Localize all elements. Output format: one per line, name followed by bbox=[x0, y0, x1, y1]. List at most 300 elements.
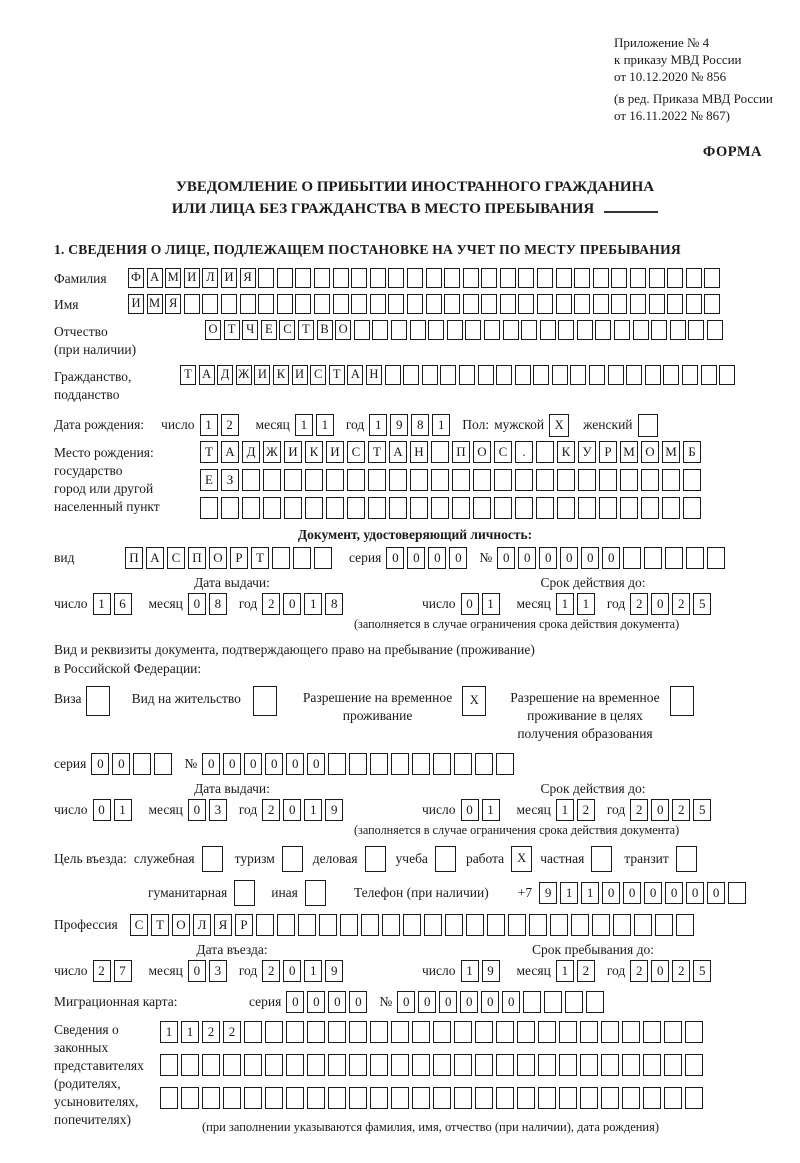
char-box[interactable] bbox=[244, 1021, 262, 1043]
char-box[interactable] bbox=[508, 914, 526, 936]
char-box[interactable] bbox=[391, 1021, 409, 1043]
char-box[interactable] bbox=[683, 497, 701, 519]
char-box[interactable] bbox=[314, 268, 330, 288]
char-box[interactable] bbox=[454, 1054, 472, 1076]
char-box[interactable]: И bbox=[184, 268, 200, 288]
char-box[interactable] bbox=[328, 1021, 346, 1043]
char-box[interactable]: 0 bbox=[283, 960, 301, 982]
char-box[interactable]: 1 bbox=[369, 414, 387, 436]
char-box[interactable] bbox=[365, 846, 386, 872]
char-box[interactable] bbox=[388, 294, 404, 314]
permit-valid-year-input[interactable] bbox=[630, 799, 714, 821]
char-box[interactable]: А bbox=[146, 547, 164, 569]
char-box[interactable] bbox=[620, 497, 638, 519]
char-box[interactable] bbox=[622, 1021, 640, 1043]
char-box[interactable] bbox=[494, 497, 512, 519]
char-box[interactable] bbox=[670, 320, 686, 340]
char-box[interactable] bbox=[556, 268, 572, 288]
sex-male-checkbox[interactable] bbox=[549, 414, 569, 437]
char-box[interactable]: 0 bbox=[307, 753, 325, 775]
char-box[interactable] bbox=[305, 880, 326, 906]
char-box[interactable] bbox=[431, 441, 449, 463]
char-box[interactable] bbox=[370, 753, 388, 775]
char-box[interactable] bbox=[515, 469, 533, 491]
char-box[interactable] bbox=[347, 497, 365, 519]
char-box[interactable]: Р bbox=[599, 441, 617, 463]
char-box[interactable] bbox=[682, 365, 698, 385]
char-box[interactable]: Н bbox=[366, 365, 382, 385]
char-box[interactable] bbox=[412, 1054, 430, 1076]
char-box[interactable] bbox=[433, 1087, 451, 1109]
char-box[interactable]: Т bbox=[251, 547, 269, 569]
char-box[interactable] bbox=[433, 753, 451, 775]
char-box[interactable] bbox=[326, 469, 344, 491]
representatives-row2-input[interactable] bbox=[160, 1054, 706, 1076]
char-box[interactable]: 0 bbox=[286, 753, 304, 775]
char-box[interactable] bbox=[305, 469, 323, 491]
char-box[interactable]: 0 bbox=[539, 547, 557, 569]
char-box[interactable] bbox=[599, 497, 617, 519]
char-box[interactable] bbox=[503, 320, 519, 340]
birth-day-input[interactable] bbox=[200, 414, 242, 436]
char-box[interactable] bbox=[160, 1087, 178, 1109]
char-box[interactable]: 8 bbox=[411, 414, 429, 436]
migration-seria-input[interactable] bbox=[286, 991, 370, 1013]
char-box[interactable] bbox=[349, 753, 367, 775]
char-box[interactable] bbox=[552, 365, 568, 385]
char-box[interactable] bbox=[410, 320, 426, 340]
char-box[interactable]: А bbox=[347, 365, 363, 385]
purpose-transit-checkbox[interactable] bbox=[676, 846, 697, 872]
char-box[interactable] bbox=[86, 686, 110, 716]
char-box[interactable]: А bbox=[389, 441, 407, 463]
char-box[interactable]: 2 bbox=[93, 960, 111, 982]
char-box[interactable]: Ж bbox=[236, 365, 252, 385]
char-box[interactable] bbox=[518, 294, 534, 314]
char-box[interactable] bbox=[649, 268, 665, 288]
char-box[interactable] bbox=[496, 1087, 514, 1109]
entry-month-input[interactable] bbox=[188, 960, 230, 982]
permit-issue-month-input[interactable] bbox=[188, 799, 230, 821]
char-box[interactable] bbox=[701, 365, 717, 385]
char-box[interactable] bbox=[559, 1054, 577, 1076]
char-box[interactable] bbox=[370, 1087, 388, 1109]
char-box[interactable] bbox=[473, 469, 491, 491]
char-box[interactable]: Р bbox=[235, 914, 253, 936]
purpose-humanitarian-checkbox[interactable] bbox=[234, 880, 255, 906]
char-box[interactable] bbox=[611, 268, 627, 288]
doc-issue-month-input[interactable] bbox=[188, 593, 230, 615]
char-box[interactable] bbox=[328, 1054, 346, 1076]
temp-residence-edu-checkbox[interactable] bbox=[670, 686, 694, 716]
char-box[interactable]: 9 bbox=[482, 960, 500, 982]
char-box[interactable] bbox=[475, 753, 493, 775]
char-box[interactable]: О bbox=[641, 441, 659, 463]
char-box[interactable] bbox=[428, 320, 444, 340]
char-box[interactable]: Ж bbox=[263, 441, 281, 463]
char-box[interactable] bbox=[481, 294, 497, 314]
char-box[interactable] bbox=[667, 268, 683, 288]
char-box[interactable] bbox=[515, 497, 533, 519]
char-box[interactable]: Н bbox=[410, 441, 428, 463]
char-box[interactable] bbox=[391, 1087, 409, 1109]
char-box[interactable]: С bbox=[279, 320, 295, 340]
char-box[interactable]: Т bbox=[298, 320, 314, 340]
char-box[interactable] bbox=[349, 1054, 367, 1076]
char-box[interactable] bbox=[601, 1087, 619, 1109]
char-box[interactable] bbox=[608, 365, 624, 385]
char-box[interactable] bbox=[593, 268, 609, 288]
char-box[interactable] bbox=[704, 268, 720, 288]
char-box[interactable]: 0 bbox=[686, 882, 704, 904]
char-box[interactable]: X bbox=[549, 414, 569, 437]
char-box[interactable] bbox=[160, 1054, 178, 1076]
char-box[interactable]: Я bbox=[214, 914, 232, 936]
char-box[interactable] bbox=[431, 497, 449, 519]
char-box[interactable]: М bbox=[165, 268, 181, 288]
char-box[interactable] bbox=[263, 469, 281, 491]
char-box[interactable] bbox=[293, 547, 311, 569]
char-box[interactable] bbox=[263, 497, 281, 519]
char-box[interactable]: 0 bbox=[665, 882, 683, 904]
char-box[interactable] bbox=[181, 1087, 199, 1109]
char-box[interactable]: М bbox=[662, 441, 680, 463]
char-box[interactable] bbox=[202, 294, 218, 314]
char-box[interactable]: 1 bbox=[482, 799, 500, 821]
char-box[interactable]: 1 bbox=[93, 593, 111, 615]
char-box[interactable]: 1 bbox=[432, 414, 450, 436]
char-box[interactable]: П bbox=[188, 547, 206, 569]
char-box[interactable]: 1 bbox=[482, 593, 500, 615]
representatives-row1-input[interactable] bbox=[160, 1021, 706, 1043]
char-box[interactable] bbox=[286, 1087, 304, 1109]
char-box[interactable]: 0 bbox=[418, 991, 436, 1013]
char-box[interactable] bbox=[370, 1021, 388, 1043]
char-box[interactable] bbox=[298, 914, 316, 936]
char-box[interactable] bbox=[664, 1054, 682, 1076]
doc-valid-year-input[interactable] bbox=[630, 593, 714, 615]
char-box[interactable] bbox=[200, 497, 218, 519]
char-box[interactable] bbox=[686, 268, 702, 288]
char-box[interactable] bbox=[630, 294, 646, 314]
char-box[interactable]: 1 bbox=[295, 414, 313, 436]
char-box[interactable] bbox=[370, 294, 386, 314]
char-box[interactable]: Д bbox=[242, 441, 260, 463]
char-box[interactable] bbox=[202, 846, 223, 872]
char-box[interactable] bbox=[463, 268, 479, 288]
char-box[interactable] bbox=[719, 365, 735, 385]
char-box[interactable] bbox=[670, 686, 694, 716]
char-box[interactable]: 3 bbox=[209, 960, 227, 982]
char-box[interactable]: X bbox=[511, 846, 532, 872]
char-box[interactable] bbox=[286, 1054, 304, 1076]
char-box[interactable] bbox=[426, 294, 442, 314]
char-box[interactable] bbox=[577, 320, 593, 340]
char-box[interactable] bbox=[664, 1087, 682, 1109]
char-box[interactable] bbox=[558, 320, 574, 340]
char-box[interactable] bbox=[592, 914, 610, 936]
char-box[interactable] bbox=[556, 294, 572, 314]
char-box[interactable]: 0 bbox=[581, 547, 599, 569]
doc-issue-day-input[interactable] bbox=[93, 593, 135, 615]
char-box[interactable] bbox=[361, 914, 379, 936]
char-box[interactable] bbox=[424, 914, 442, 936]
char-box[interactable] bbox=[500, 268, 516, 288]
char-box[interactable]: 0 bbox=[449, 547, 467, 569]
char-box[interactable] bbox=[286, 1021, 304, 1043]
char-box[interactable]: 2 bbox=[262, 799, 280, 821]
char-box[interactable] bbox=[494, 469, 512, 491]
char-box[interactable] bbox=[277, 914, 295, 936]
char-box[interactable]: 1 bbox=[160, 1021, 178, 1043]
char-box[interactable] bbox=[426, 268, 442, 288]
char-box[interactable] bbox=[644, 547, 662, 569]
char-box[interactable] bbox=[234, 880, 255, 906]
char-box[interactable] bbox=[258, 268, 274, 288]
char-box[interactable] bbox=[663, 365, 679, 385]
char-box[interactable] bbox=[622, 1087, 640, 1109]
char-box[interactable] bbox=[354, 320, 370, 340]
char-box[interactable] bbox=[649, 294, 665, 314]
char-box[interactable]: 9 bbox=[325, 960, 343, 982]
birth-year-input[interactable] bbox=[369, 414, 453, 436]
char-box[interactable]: 5 bbox=[693, 960, 711, 982]
char-box[interactable] bbox=[368, 497, 386, 519]
char-box[interactable] bbox=[536, 469, 554, 491]
char-box[interactable]: 1 bbox=[304, 593, 322, 615]
char-box[interactable]: О bbox=[473, 441, 491, 463]
char-box[interactable] bbox=[707, 547, 725, 569]
char-box[interactable] bbox=[645, 365, 661, 385]
char-box[interactable] bbox=[265, 1054, 283, 1076]
char-box[interactable] bbox=[676, 914, 694, 936]
char-box[interactable] bbox=[533, 365, 549, 385]
char-box[interactable] bbox=[685, 1087, 703, 1109]
char-box[interactable] bbox=[242, 469, 260, 491]
char-box[interactable] bbox=[707, 320, 723, 340]
char-box[interactable] bbox=[389, 469, 407, 491]
char-box[interactable] bbox=[500, 294, 516, 314]
char-box[interactable] bbox=[475, 1054, 493, 1076]
entry-day-input[interactable] bbox=[93, 960, 135, 982]
char-box[interactable] bbox=[244, 1087, 262, 1109]
char-box[interactable]: 0 bbox=[283, 593, 301, 615]
char-box[interactable]: Р bbox=[230, 547, 248, 569]
char-box[interactable] bbox=[272, 547, 290, 569]
char-box[interactable]: 2 bbox=[221, 414, 239, 436]
char-box[interactable] bbox=[240, 294, 256, 314]
char-box[interactable] bbox=[686, 294, 702, 314]
char-box[interactable]: 0 bbox=[328, 991, 346, 1013]
char-box[interactable] bbox=[154, 753, 172, 775]
char-box[interactable] bbox=[410, 497, 428, 519]
char-box[interactable]: В bbox=[317, 320, 333, 340]
char-box[interactable]: 0 bbox=[428, 547, 446, 569]
char-box[interactable] bbox=[221, 497, 239, 519]
char-box[interactable]: 0 bbox=[602, 882, 620, 904]
char-box[interactable] bbox=[181, 1054, 199, 1076]
char-box[interactable] bbox=[258, 294, 274, 314]
char-box[interactable] bbox=[574, 294, 590, 314]
char-box[interactable]: 0 bbox=[188, 960, 206, 982]
char-box[interactable]: 0 bbox=[461, 593, 479, 615]
char-box[interactable] bbox=[223, 1054, 241, 1076]
char-box[interactable] bbox=[277, 268, 293, 288]
char-box[interactable]: 0 bbox=[651, 593, 669, 615]
char-box[interactable] bbox=[391, 753, 409, 775]
char-box[interactable] bbox=[454, 1021, 472, 1043]
char-box[interactable]: 2 bbox=[577, 799, 595, 821]
char-box[interactable] bbox=[580, 1021, 598, 1043]
char-box[interactable]: 2 bbox=[672, 799, 690, 821]
char-box[interactable]: 0 bbox=[286, 991, 304, 1013]
char-box[interactable] bbox=[433, 1054, 451, 1076]
char-box[interactable] bbox=[391, 1054, 409, 1076]
char-box[interactable] bbox=[452, 497, 470, 519]
char-box[interactable]: 5 bbox=[693, 593, 711, 615]
char-box[interactable]: И bbox=[254, 365, 270, 385]
purpose-private-checkbox[interactable] bbox=[591, 846, 612, 872]
char-box[interactable] bbox=[521, 320, 537, 340]
char-box[interactable] bbox=[538, 1021, 556, 1043]
char-box[interactable] bbox=[683, 469, 701, 491]
char-box[interactable] bbox=[559, 1021, 577, 1043]
phone-input[interactable] bbox=[539, 882, 749, 904]
permit-valid-day-input[interactable] bbox=[461, 799, 503, 821]
visa-checkbox[interactable] bbox=[86, 686, 110, 716]
char-box[interactable]: 0 bbox=[265, 753, 283, 775]
char-box[interactable]: 1 bbox=[556, 799, 574, 821]
char-box[interactable] bbox=[517, 1021, 535, 1043]
char-box[interactable]: 0 bbox=[460, 991, 478, 1013]
char-box[interactable]: . bbox=[515, 441, 533, 463]
char-box[interactable] bbox=[407, 268, 423, 288]
char-box[interactable] bbox=[630, 268, 646, 288]
permit-issue-day-input[interactable] bbox=[93, 799, 135, 821]
doc-type-input[interactable] bbox=[125, 547, 335, 569]
char-box[interactable]: 0 bbox=[307, 991, 325, 1013]
char-box[interactable] bbox=[351, 268, 367, 288]
char-box[interactable]: 0 bbox=[439, 991, 457, 1013]
birth-place-row3-input[interactable] bbox=[200, 497, 704, 519]
char-box[interactable]: П bbox=[452, 441, 470, 463]
char-box[interactable] bbox=[626, 365, 642, 385]
char-box[interactable] bbox=[265, 1087, 283, 1109]
char-box[interactable]: О bbox=[172, 914, 190, 936]
char-box[interactable]: 2 bbox=[577, 960, 595, 982]
char-box[interactable] bbox=[385, 365, 401, 385]
char-box[interactable]: 2 bbox=[223, 1021, 241, 1043]
char-box[interactable] bbox=[412, 753, 430, 775]
char-box[interactable] bbox=[326, 497, 344, 519]
char-box[interactable] bbox=[559, 1087, 577, 1109]
char-box[interactable] bbox=[484, 320, 500, 340]
char-box[interactable] bbox=[536, 441, 554, 463]
char-box[interactable]: 9 bbox=[539, 882, 557, 904]
char-box[interactable] bbox=[580, 1087, 598, 1109]
char-box[interactable]: С bbox=[494, 441, 512, 463]
char-box[interactable]: 0 bbox=[651, 799, 669, 821]
char-box[interactable]: 0 bbox=[497, 547, 515, 569]
char-box[interactable] bbox=[466, 914, 484, 936]
char-box[interactable] bbox=[580, 1054, 598, 1076]
char-box[interactable] bbox=[403, 914, 421, 936]
char-box[interactable]: С bbox=[167, 547, 185, 569]
char-box[interactable] bbox=[643, 1021, 661, 1043]
doc-valid-month-input[interactable] bbox=[556, 593, 598, 615]
char-box[interactable] bbox=[184, 294, 200, 314]
char-box[interactable] bbox=[410, 469, 428, 491]
char-box[interactable] bbox=[538, 1054, 556, 1076]
char-box[interactable] bbox=[256, 914, 274, 936]
char-box[interactable]: О bbox=[335, 320, 351, 340]
char-box[interactable]: 0 bbox=[188, 593, 206, 615]
char-box[interactable] bbox=[593, 294, 609, 314]
char-box[interactable]: 0 bbox=[283, 799, 301, 821]
char-box[interactable] bbox=[685, 1021, 703, 1043]
char-box[interactable] bbox=[307, 1087, 325, 1109]
char-box[interactable] bbox=[295, 268, 311, 288]
char-box[interactable] bbox=[574, 268, 590, 288]
char-box[interactable] bbox=[444, 268, 460, 288]
char-box[interactable]: 0 bbox=[202, 753, 220, 775]
permit-issue-year-input[interactable] bbox=[262, 799, 346, 821]
char-box[interactable] bbox=[305, 497, 323, 519]
char-box[interactable]: П bbox=[125, 547, 143, 569]
char-box[interactable] bbox=[676, 846, 697, 872]
char-box[interactable]: И bbox=[292, 365, 308, 385]
birth-month-input[interactable] bbox=[295, 414, 337, 436]
profession-input[interactable] bbox=[130, 914, 697, 936]
char-box[interactable] bbox=[515, 365, 531, 385]
char-box[interactable] bbox=[422, 365, 438, 385]
char-box[interactable] bbox=[444, 294, 460, 314]
char-box[interactable]: Д bbox=[217, 365, 233, 385]
char-box[interactable] bbox=[523, 991, 541, 1013]
patronymic-input[interactable] bbox=[205, 320, 726, 340]
char-box[interactable] bbox=[333, 294, 349, 314]
char-box[interactable]: 0 bbox=[481, 991, 499, 1013]
char-box[interactable]: 0 bbox=[602, 547, 620, 569]
char-box[interactable]: 1 bbox=[461, 960, 479, 982]
char-box[interactable] bbox=[407, 294, 423, 314]
char-box[interactable] bbox=[319, 914, 337, 936]
char-box[interactable] bbox=[478, 365, 494, 385]
birth-place-row1-input[interactable] bbox=[200, 441, 704, 463]
char-box[interactable] bbox=[623, 547, 641, 569]
char-box[interactable] bbox=[496, 365, 512, 385]
char-box[interactable]: 0 bbox=[91, 753, 109, 775]
char-box[interactable] bbox=[242, 497, 260, 519]
char-box[interactable]: 9 bbox=[325, 799, 343, 821]
char-box[interactable] bbox=[475, 1087, 493, 1109]
char-box[interactable]: 0 bbox=[651, 960, 669, 982]
char-box[interactable]: А bbox=[221, 441, 239, 463]
doc-seria-input[interactable] bbox=[386, 547, 470, 569]
char-box[interactable] bbox=[667, 294, 683, 314]
char-box[interactable]: 1 bbox=[181, 1021, 199, 1043]
purpose-business-checkbox[interactable] bbox=[365, 846, 386, 872]
char-box[interactable] bbox=[536, 497, 554, 519]
char-box[interactable]: Е bbox=[261, 320, 277, 340]
char-box[interactable] bbox=[435, 846, 456, 872]
char-box[interactable]: 0 bbox=[518, 547, 536, 569]
char-box[interactable] bbox=[447, 320, 463, 340]
char-box[interactable]: 0 bbox=[397, 991, 415, 1013]
char-box[interactable] bbox=[202, 1087, 220, 1109]
char-box[interactable] bbox=[314, 294, 330, 314]
char-box[interactable]: 9 bbox=[390, 414, 408, 436]
